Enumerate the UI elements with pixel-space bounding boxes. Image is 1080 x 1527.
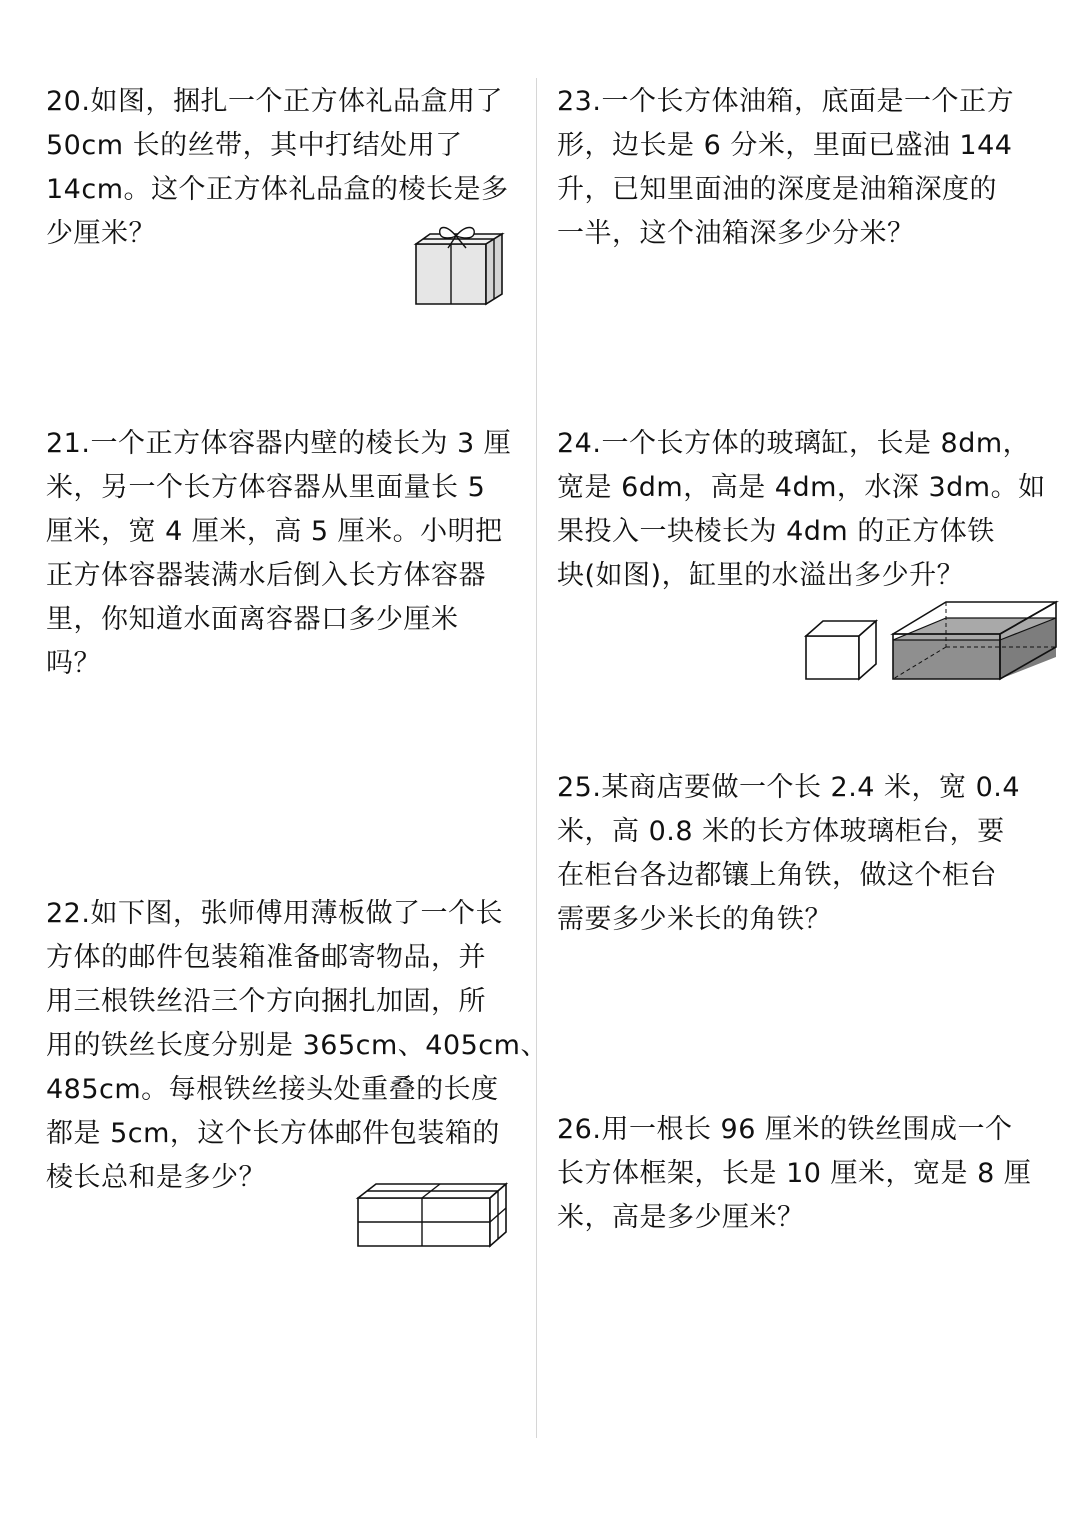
problem-26-line-2: 长方体框架，长是 10 厘米，宽是 8 厘 [557, 1158, 1032, 1189]
problem-22-line-3: 用三根铁丝沿三个方向捆扎加固，所 [46, 986, 486, 1017]
problem-21-line-1: 21.一个正方体容器内壁的棱长为 3 厘 [46, 428, 512, 459]
problem-24-line-4: 块(如图)，缸里的水溢出多少升？ [557, 560, 965, 591]
problem-26 [557, 1108, 1031, 1240]
gift-box-figure [410, 222, 508, 308]
problem-20-line-4: 少厘米？ [46, 218, 156, 249]
glass-tank-figure [890, 596, 1060, 682]
problem-26-line-1: 26.用一根长 96 厘米的铁丝围成一个 [557, 1114, 1013, 1145]
problem-22-line-5: 485cm。每根铁丝接头处重叠的长度 [46, 1074, 499, 1105]
problem-24-line-2: 宽是 6dm，高是 4dm，水深 3dm。如 [557, 472, 1046, 503]
problem-25-line-3: 在柜台各边都镶上角铁，做这个柜台 [557, 860, 997, 891]
problem-25 [557, 766, 1020, 942]
problem-25-line-1: 25.某商店要做一个长 2.4 米，宽 0.4 [557, 772, 1021, 803]
problem-20-line-1: 20.如图，捆扎一个正方体礼品盒用了 [46, 86, 503, 117]
problem-26-line-3: 米，高是多少厘米？ [557, 1202, 805, 1233]
problem-22-line-2: 方体的邮件包装箱准备邮寄物品，并 [46, 942, 486, 973]
problem-23-line-1: 23.一个长方体油箱，底面是一个正方 [557, 86, 1014, 117]
problem-22-line-4: 用的铁丝长度分别是 365cm、405cm、 [46, 1030, 548, 1061]
problem-20-line-3: 14cm。这个正方体礼品盒的棱长是多 [46, 174, 509, 205]
problem-24-line-1: 24.一个长方体的玻璃缸，长是 8dm， [557, 428, 1031, 459]
package-box-figure [354, 1178, 510, 1250]
problem-21-line-2: 米，另一个长方体容器从里面量长 5 [46, 472, 486, 503]
problem-25-line-4: 需要多少米长的角铁？ [557, 904, 832, 935]
problem-21-line-6: 吗？ [46, 648, 101, 679]
column-divider [536, 78, 537, 1438]
problem-23-line-3: 升，已知里面油的深度是油箱深度的 [557, 174, 997, 205]
problem-21 [46, 422, 511, 686]
problem-24-line-3: 果投入一块棱长为 4dm 的正方体铁 [557, 516, 995, 547]
problem-25-line-2: 米，高 0.8 米的长方体玻璃柜台，要 [557, 816, 1005, 847]
iron-cube-figure [803, 618, 879, 682]
problem-22-line-6: 都是 5cm，这个长方体邮件包装箱的 [46, 1118, 500, 1149]
problem-22-line-7: 棱长总和是多少？ [46, 1162, 266, 1193]
problem-21-line-3: 厘米，宽 4 厘米，高 5 厘米。小明把 [46, 516, 503, 547]
problem-23-line-4: 一半，这个油箱深多少分米？ [557, 218, 915, 249]
problem-21-line-5: 里，你知道水面离容器口多少厘米 [46, 604, 459, 635]
problem-22-line-1: 22.如下图，张师傅用薄板做了一个长 [46, 898, 503, 929]
problem-23-line-2: 形，边长是 6 分米，里面已盛油 144 [557, 130, 1013, 161]
problem-23 [557, 80, 1014, 256]
problem-24 [557, 422, 1046, 598]
problem-20-line-2: 50cm 长的丝带，其中打结处用了 [46, 130, 463, 161]
problem-22 [46, 892, 548, 1200]
problem-21-line-4: 正方体容器装满水后倒入长方体容器 [46, 560, 486, 591]
